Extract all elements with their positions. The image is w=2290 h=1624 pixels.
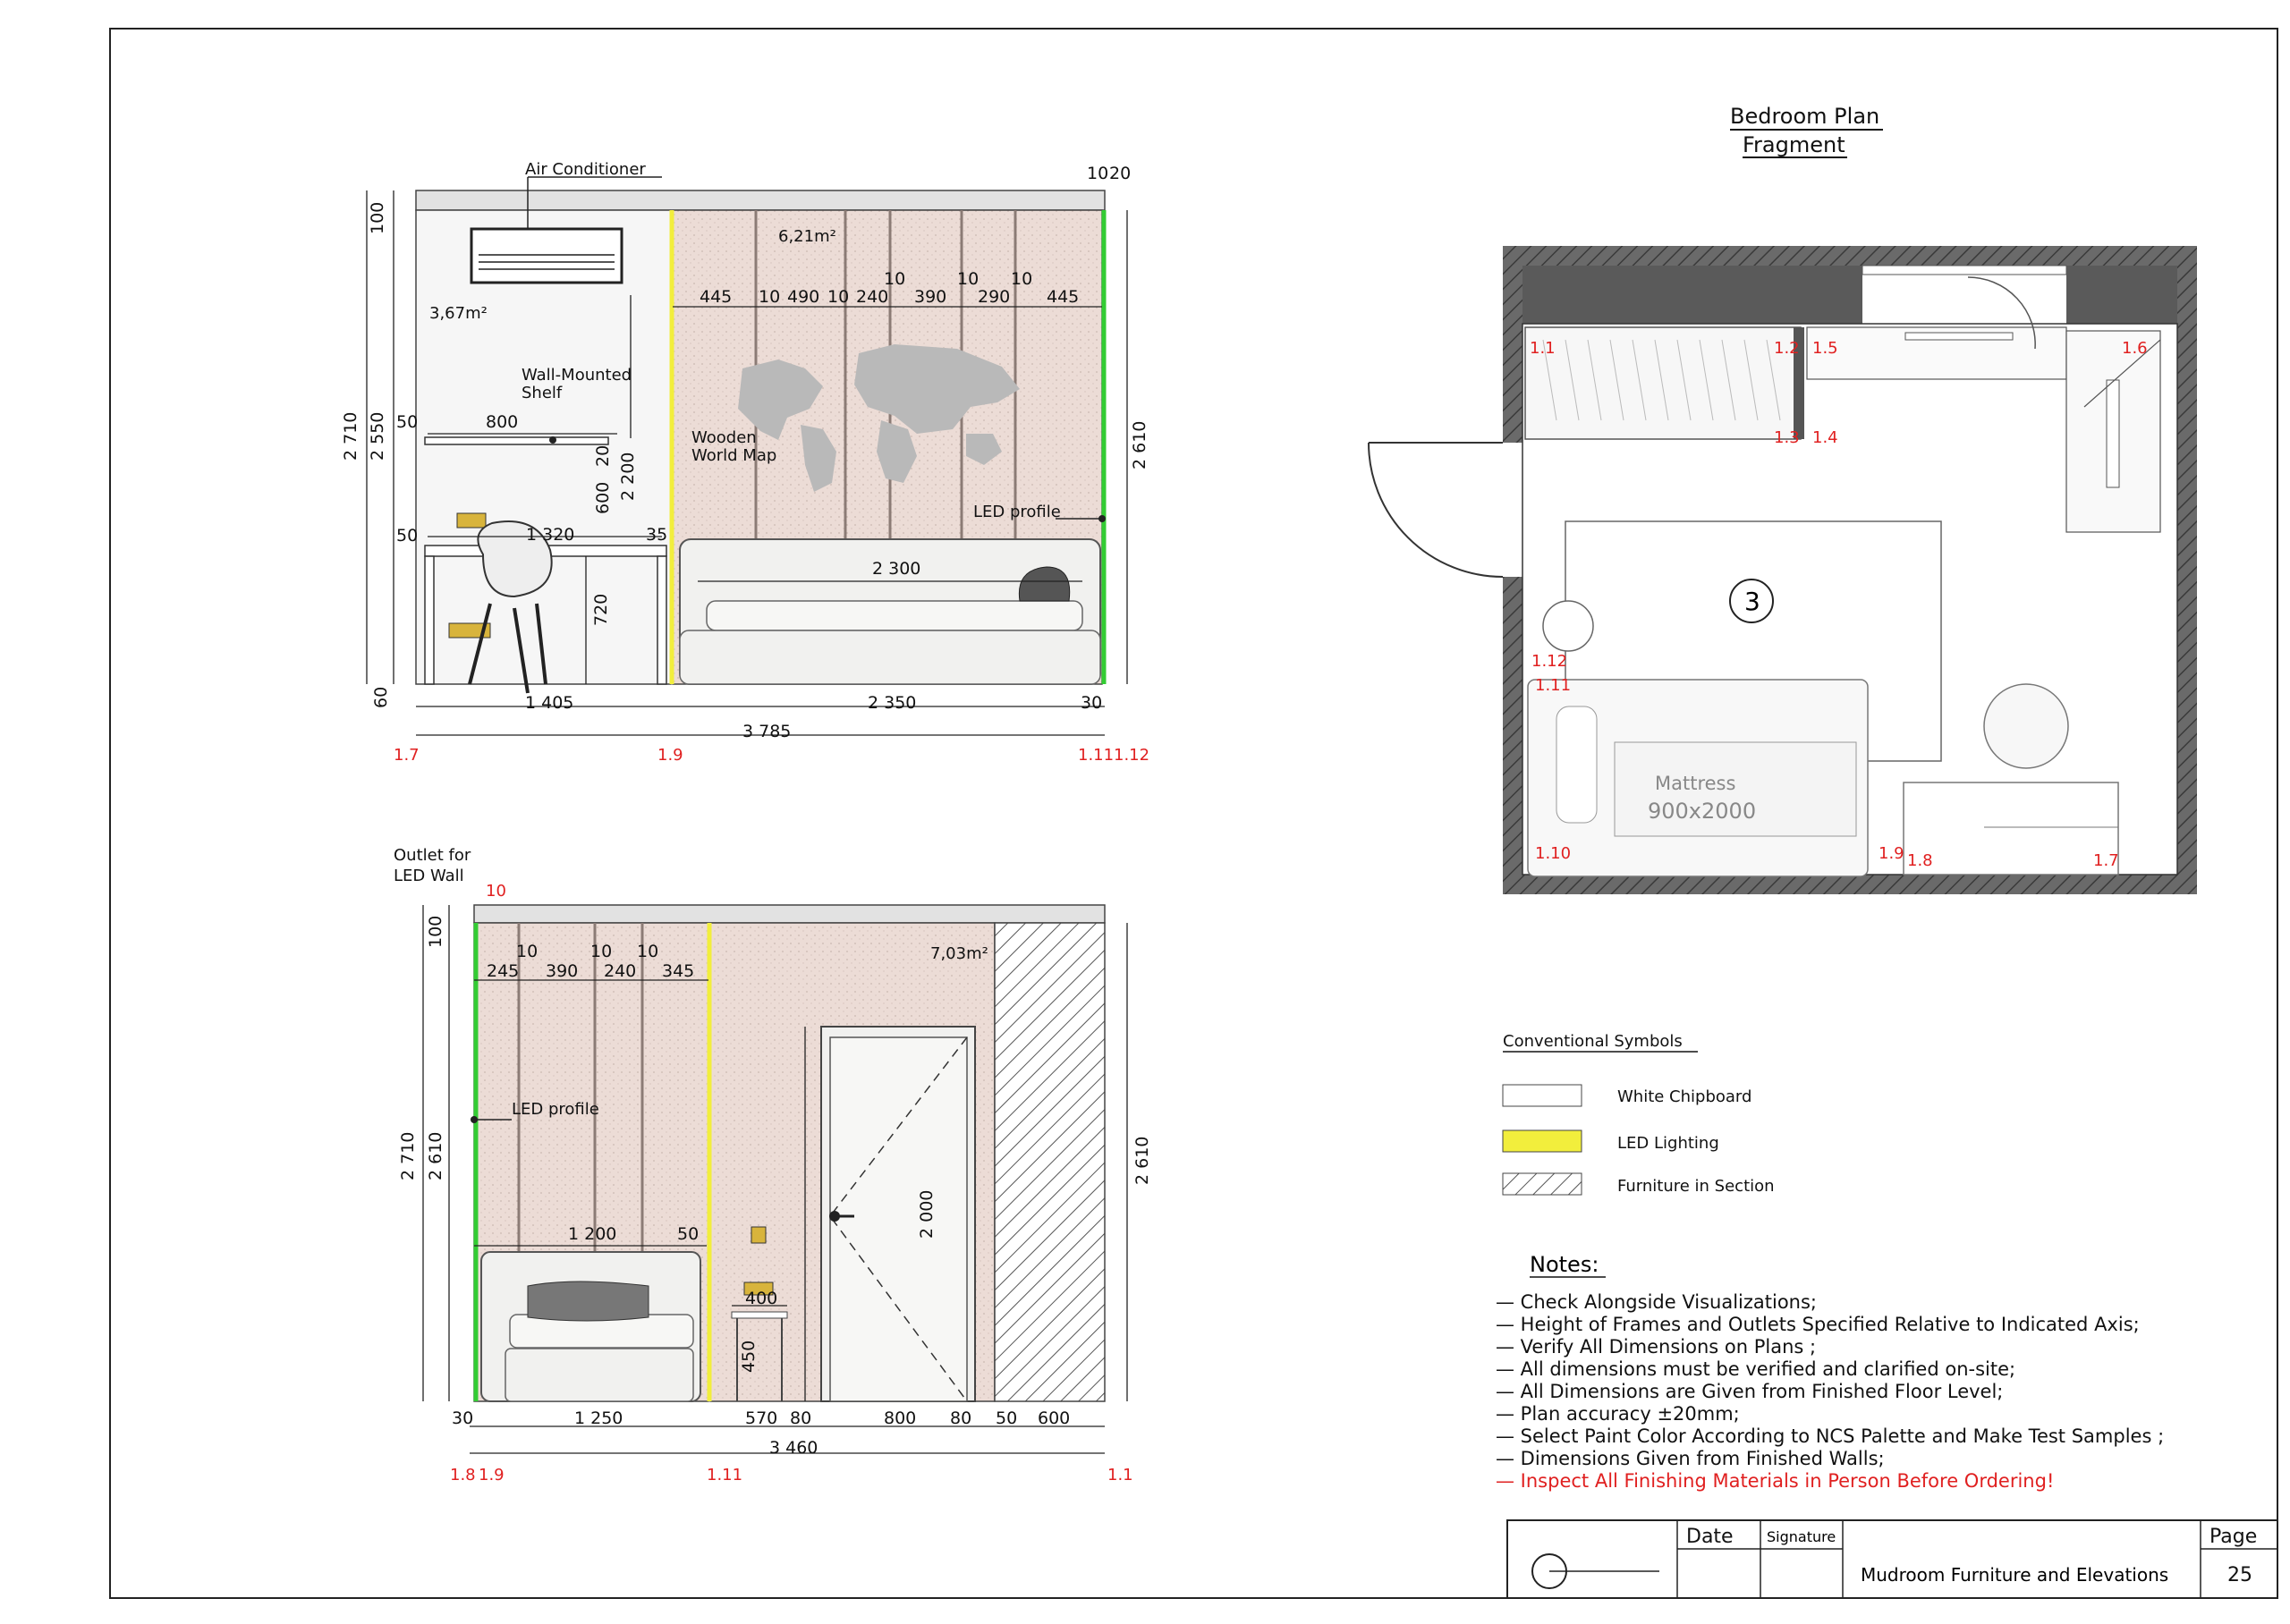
dim-2710: 2 710 — [341, 411, 360, 461]
elevation-1 — [341, 160, 1149, 765]
furniture-section — [995, 923, 1105, 1401]
note-item: — Plan accuracy ±20mm; — [1496, 1403, 1740, 1425]
map-label-2: World Map — [691, 446, 777, 465]
dim-60: 60 — [371, 686, 391, 708]
note-item: — All dimensions must be verified and clarified on-site; — [1496, 1358, 2016, 1380]
ceiling-band — [416, 190, 1105, 210]
ref-label: 1.9 — [479, 1466, 505, 1484]
panel-dim: 240 — [604, 961, 637, 981]
panel-dim: 10 — [957, 269, 980, 289]
title-block — [1507, 1520, 2277, 1598]
dim-top-10: 10 — [1087, 164, 1109, 183]
dim-50: 50 — [396, 412, 419, 432]
dim-35: 35 — [646, 525, 668, 545]
bottom-dim: 1 250 — [574, 1408, 623, 1428]
dim-2300: 2 300 — [872, 559, 921, 579]
note-item: — Height of Frames and Outlets Specified Relative to Indicated Axis; — [1496, 1314, 2140, 1335]
wall-block — [1522, 266, 1862, 324]
legend-item: LED Lighting — [1617, 1134, 1719, 1153]
dim-2550: 2 550 — [368, 411, 387, 461]
panel-dim: 245 — [487, 961, 520, 981]
ref-label: 1.3 — [1774, 428, 1800, 447]
ref-label: 1.8 — [1907, 851, 1933, 870]
dim-2200: 2 200 — [618, 452, 638, 501]
date-label: Date — [1686, 1526, 1734, 1548]
dim-450: 450 — [739, 1340, 759, 1373]
air-conditioner-label: Air Conditioner — [525, 160, 646, 179]
ref-label: 1.12 — [1531, 652, 1568, 671]
ref-label: 1.2 — [1774, 339, 1800, 358]
dim-2350: 2 350 — [868, 693, 917, 713]
ref-label: 1.8 — [450, 1466, 476, 1484]
dim-2610: 2 610 — [1132, 1136, 1152, 1185]
dim-400: 400 — [745, 1289, 778, 1308]
area-label: 7,03m² — [930, 944, 988, 963]
wall-block — [2066, 266, 2177, 324]
ref-label: 1.12 — [1114, 746, 1150, 765]
bottom-dim: 570 — [745, 1408, 778, 1428]
ref-label: 1.9 — [1879, 844, 1904, 863]
dim-50: 50 — [677, 1224, 700, 1244]
side-table — [732, 1312, 787, 1318]
bottom-dim: 30 — [452, 1408, 474, 1428]
ceiling-band — [474, 905, 1105, 923]
ref-label: 1.7 — [2093, 851, 2119, 870]
note-item: — All Dimensions are Given from Finished Floor Level; — [1496, 1381, 2004, 1402]
wall — [1503, 577, 1522, 894]
legend-swatch-chipboard — [1503, 1085, 1582, 1106]
panel-dim: 445 — [700, 287, 733, 307]
bedroom-plan — [1369, 104, 2197, 894]
note-warning: — Inspect All Finishing Materials in Person Before Ordering! — [1496, 1470, 2055, 1492]
panel-dim: 10 — [516, 942, 539, 961]
outlet-label: Outlet for — [394, 846, 471, 865]
panel-dim: 10 — [637, 942, 659, 961]
area-left: 3,67m² — [429, 304, 488, 323]
legend-title: Conventional Symbols — [1503, 1032, 1683, 1051]
panel-dim: 10 — [827, 287, 850, 307]
area-right: 6,21m² — [778, 227, 836, 246]
sheet-title: Mudroom Furniture and Elevations — [1861, 1564, 2169, 1586]
plan-desk — [1904, 782, 2118, 875]
dim-3460: 3 460 — [769, 1438, 818, 1458]
mattress-label: Mattress — [1655, 773, 1736, 794]
outlet — [457, 513, 486, 528]
dim-50: 50 — [396, 526, 419, 546]
dim-2610: 2 610 — [1130, 420, 1149, 469]
ref-label: 1.11 — [1535, 676, 1572, 695]
door — [830, 1037, 967, 1401]
dim-20: 20 — [593, 444, 613, 467]
dim-30: 30 — [1081, 693, 1103, 713]
map-label: Wooden — [691, 428, 757, 447]
outlet — [751, 1227, 766, 1243]
legend-swatch-section — [1503, 1173, 1582, 1195]
ref-label: 1.7 — [394, 746, 420, 765]
panel-dim: 390 — [914, 287, 947, 307]
dim-10: 10 — [486, 882, 506, 901]
page-number: 25 — [2227, 1564, 2252, 1586]
pillow — [528, 1281, 649, 1321]
legend-item: Furniture in Section — [1617, 1177, 1775, 1196]
dim-100: 100 — [368, 201, 387, 234]
wall — [1503, 246, 1522, 443]
dim-3785: 3 785 — [742, 722, 792, 741]
ref-label: 1.1 — [1107, 1466, 1133, 1484]
shelf-label: Wall-Mounted — [522, 366, 632, 385]
wall-shelf — [425, 437, 608, 444]
dim-2710: 2 710 — [398, 1131, 418, 1180]
panel-dim: 240 — [856, 287, 889, 307]
panel-dim: 10 — [1011, 269, 1033, 289]
bottom-dim: 800 — [884, 1408, 917, 1428]
outlet-label-2: LED Wall — [394, 867, 464, 885]
shelf-pin — [549, 436, 556, 444]
legend-item: White Chipboard — [1617, 1087, 1752, 1106]
bottom-dim: 600 — [1038, 1408, 1071, 1428]
ref-label: 1.5 — [1812, 339, 1838, 358]
dim-720: 720 — [591, 593, 611, 626]
notes — [1496, 1252, 2164, 1492]
window — [1862, 266, 2066, 275]
mattress-size: 900x2000 — [1648, 799, 1757, 824]
panel-dim: 10 — [759, 287, 781, 307]
ref-label: 1.10 — [1535, 844, 1572, 863]
ref-label: 1.6 — [2122, 339, 2148, 358]
signature-label: Signature — [1767, 1528, 1836, 1545]
note-item: — Dimensions Given from Finished Walls; — [1496, 1448, 1885, 1469]
ref-label: 1.9 — [657, 746, 683, 765]
dim-2610: 2 610 — [426, 1131, 445, 1180]
plan-subtitle: Fragment — [1743, 132, 1845, 157]
entry-door-swing — [1369, 443, 1503, 577]
pouf — [1984, 684, 2068, 768]
dim-1320: 1 320 — [526, 525, 575, 545]
led-profile-label: LED profile — [973, 503, 1061, 521]
dim-100: 100 — [426, 915, 445, 948]
dim-1405: 1 405 — [525, 693, 574, 713]
ref-label: 1.1 — [1530, 339, 1556, 358]
page-label: Page — [2209, 1526, 2258, 1548]
dim-1200: 1 200 — [568, 1224, 617, 1244]
notes-title: Notes: — [1530, 1252, 1599, 1277]
legend — [1503, 1032, 1775, 1196]
shelf-label-2: Shelf — [522, 384, 563, 402]
ref-label: 1.11 — [707, 1466, 743, 1484]
ref-label: 1.11 — [1078, 746, 1115, 765]
nightstand — [1543, 601, 1593, 651]
note-item: — Check Alongside Visualizations; — [1496, 1291, 1817, 1313]
led-profile-label: LED profile — [512, 1100, 599, 1119]
legend-swatch-led — [1503, 1130, 1582, 1152]
dim-top-20: 20 — [1109, 164, 1132, 183]
panel-dim: 290 — [978, 287, 1011, 307]
room-number: 3 — [1744, 587, 1760, 616]
panel-dim: 490 — [787, 287, 820, 307]
plan-title: Bedroom Plan — [1730, 104, 1880, 129]
note-item: — Select Paint Color According to NCS Palette and Make Test Samples ; — [1496, 1425, 2165, 1447]
bottom-dim: 80 — [950, 1408, 972, 1428]
bottom-dim: 50 — [996, 1408, 1018, 1428]
panel-dim: 10 — [590, 942, 613, 961]
wall — [2177, 246, 2197, 894]
wall — [1503, 246, 2197, 266]
dim-600: 600 — [593, 481, 613, 514]
panel-dim: 10 — [884, 269, 906, 289]
panel-dim: 390 — [546, 961, 579, 981]
elevation-2 — [394, 846, 1152, 1484]
note-item: — Verify All Dimensions on Plans ; — [1496, 1336, 1817, 1358]
bottom-dim: 80 — [790, 1408, 812, 1428]
panel-dim: 445 — [1047, 287, 1080, 307]
wall — [1503, 875, 2197, 894]
dim-2000: 2 000 — [917, 1189, 937, 1239]
ref-label: 1.4 — [1812, 428, 1838, 447]
panel-dim: 345 — [662, 961, 695, 981]
dim-800: 800 — [486, 412, 519, 432]
